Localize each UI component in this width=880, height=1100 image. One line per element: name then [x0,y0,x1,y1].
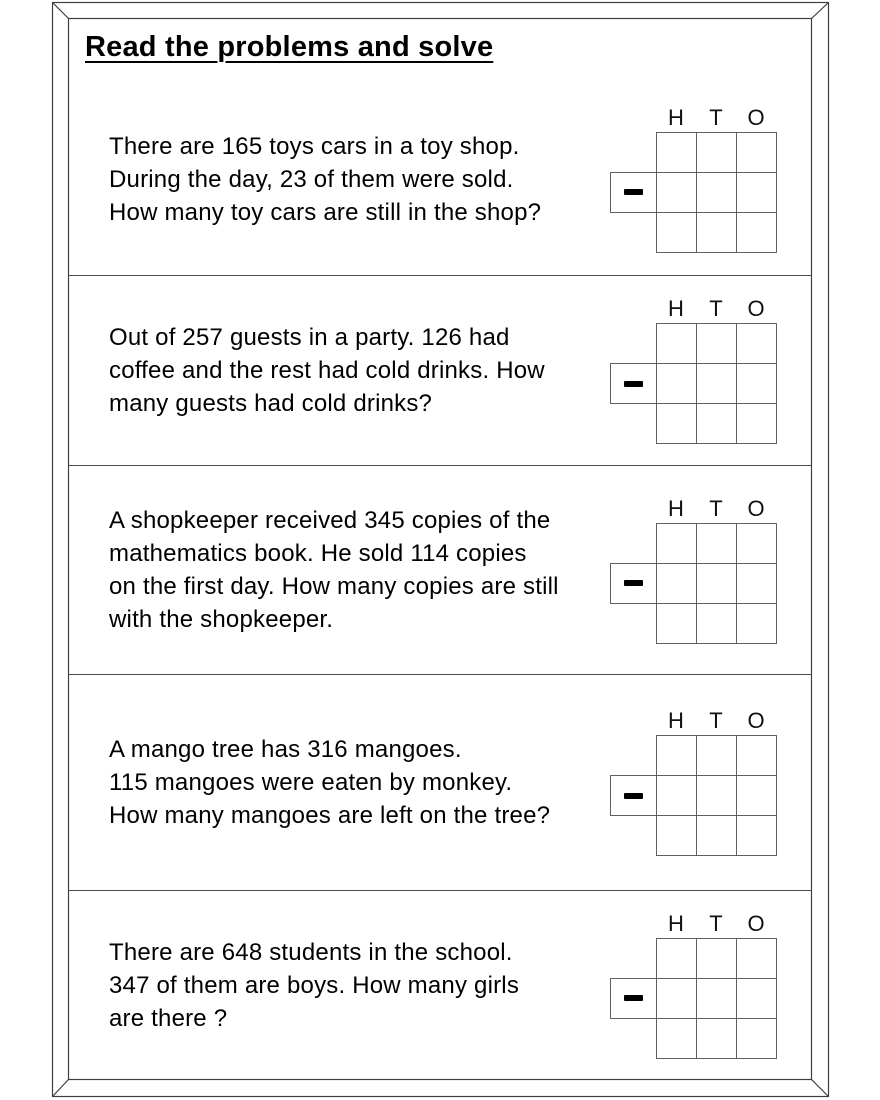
hto-label-hundreds: H [668,910,684,936]
subtraction-grid-1 [656,132,777,253]
text-line: There are 165 toys cars in a toy shop. [109,132,520,160]
minus-box [610,775,656,816]
text-line: are there ? [109,1004,228,1032]
hto-label-tens: T [709,910,723,936]
problem-section-2 [69,275,811,465]
grid-cell [657,404,697,444]
grid-cell [737,172,777,212]
hto-label-hundreds: H [668,296,684,321]
problem-section-3 [69,465,811,674]
grid-cell [697,364,737,404]
grid-cell [737,404,777,444]
problem-section-4 [69,674,811,890]
hto-labels [656,497,777,523]
hto-block-1 [610,106,777,253]
hto-labels [656,106,777,132]
grid-cell [657,938,697,978]
grid-cell [697,523,737,563]
hto-block-3 [610,497,777,644]
grid-cell [697,736,737,776]
grid-cell [697,603,737,643]
grid-cell [737,736,777,776]
minus-box [610,978,656,1019]
grid-cell [697,816,737,856]
subtraction-grid-4 [656,735,777,856]
problem-3-text [109,504,610,636]
grid-cell [657,736,697,776]
grid-cell [737,523,777,563]
grid-cell [737,324,777,364]
grid-cell [657,978,697,1018]
grid-cell [697,132,737,172]
grid-cell [737,364,777,404]
problem-2-text [109,321,610,420]
text-line: mathematics book. He sold 114 copies [109,540,527,567]
problem-section-1 [69,19,811,275]
grid-cell [697,978,737,1018]
grid-cell [657,212,697,252]
grid-cell [657,172,697,212]
text-line: Out of 257 guests in a party. 126 had [109,324,510,351]
grid-cell [697,324,737,364]
hto-label-tens: T [709,296,723,321]
hto-labels [656,709,777,735]
grid-cell [737,776,777,816]
text-line: How many mangoes are left on the tree? [109,802,551,829]
grid-cell [737,132,777,172]
minus-icon [624,995,643,1001]
hto-label-hundreds: H [668,495,684,521]
text-line: There are 648 students in the school. [109,938,513,966]
subtraction-grid-5 [656,938,777,1059]
text-line: coffee and the rest had cold drinks. How [109,357,545,384]
text-line: 347 of them are boys. How many girls [109,971,520,999]
minus-box [610,172,656,213]
subtraction-grid-3 [656,523,777,644]
grid-cell [737,816,777,856]
hto-label-ones: O [747,104,765,130]
hto-labels [656,297,777,323]
grid-cell [657,364,697,404]
problem-section-5 [69,890,811,1079]
text-line: A mango tree has 316 mangoes. [109,736,462,763]
text-line: on the first day. How many copies are still [109,573,559,600]
minus-icon [624,189,643,195]
grid-cell [657,132,697,172]
hto-label-ones: O [747,296,765,321]
hto-label-tens: T [709,104,723,130]
grid-cell [737,1018,777,1058]
grid-cell [697,404,737,444]
grid-cell [697,776,737,816]
subtraction-grid-2 [656,323,777,444]
grid-cell [737,938,777,978]
grid-cell [657,523,697,563]
hto-label-ones: O [747,910,765,936]
grid-cell [657,816,697,856]
text-line: many guests had cold drinks? [109,390,433,417]
grid-cell [737,212,777,252]
hto-block-5 [610,912,777,1059]
hto-label-ones: O [747,708,765,733]
hto-block-4 [610,709,777,856]
hto-label-hundreds: H [668,104,684,130]
minus-box [610,363,656,404]
grid-cell [697,212,737,252]
problem-4-text [109,733,610,832]
minus-icon [624,381,643,387]
grid-cell [697,938,737,978]
grid-cell [697,172,737,212]
problem-1-text [109,130,610,229]
grid-cell [697,1018,737,1058]
grid-cell [657,776,697,816]
hto-label-tens: T [709,495,723,521]
page-title: Read the problems and solve [85,31,494,63]
minus-icon [624,580,643,586]
grid-cell [657,563,697,603]
grid-cell [657,603,697,643]
grid-cell [737,603,777,643]
hto-label-hundreds: H [668,708,684,733]
grid-cell [737,563,777,603]
text-line: During the day, 23 of them were sold. [109,165,514,193]
hto-label-ones: O [747,495,765,521]
grid-cell [657,324,697,364]
text-line: 115 mangoes were eaten by monkey. [109,769,513,796]
hto-label-tens: T [709,708,723,733]
hto-block-2 [610,297,777,444]
grid-cell [737,978,777,1018]
text-line: A shopkeeper received 345 copies of the [109,507,551,534]
hto-labels [656,912,777,938]
worksheet [69,19,811,1079]
minus-box [610,563,656,604]
title-wrap [69,19,811,83]
minus-icon [624,793,643,799]
text-line: How many toy cars are still in the shop? [109,198,542,226]
text-line: with the shopkeeper. [109,606,334,633]
problem-5-text [109,936,610,1035]
grid-cell [657,1018,697,1058]
grid-cell [697,563,737,603]
